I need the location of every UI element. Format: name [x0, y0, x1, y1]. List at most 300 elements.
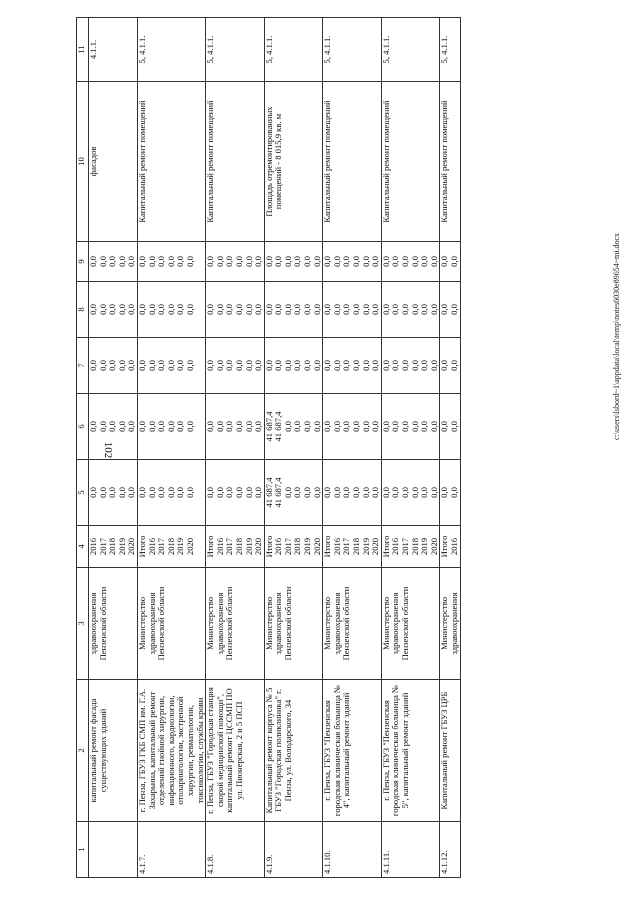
amount-value: 0,0	[311, 304, 322, 315]
amount-cell-c5	[206, 460, 265, 526]
amount-value: 0,0	[184, 304, 195, 315]
amount-value: 0,0	[428, 256, 439, 267]
row-number-cell: 4.1.9.	[264, 822, 323, 878]
year-value: Итого	[380, 535, 391, 558]
amount-value: 0,0	[156, 360, 167, 371]
amount-value: 0,0	[390, 487, 401, 498]
amount-cell-c6	[440, 394, 460, 460]
amount-value: 0,0	[341, 360, 352, 371]
amount-value: 0,0	[88, 421, 98, 432]
amount-cell-c9	[440, 242, 460, 282]
row-number-cell: 4.1.12.	[440, 822, 460, 878]
activity-name-cell: капитальный ремонт фасада существующих зданий	[89, 680, 138, 822]
amount-value: 41 687,4	[263, 477, 274, 508]
amount-value: 0,0	[184, 256, 195, 267]
result-cell: фасадов	[89, 82, 138, 242]
amount-value: 0,0	[448, 360, 459, 371]
year-value: 2016	[390, 537, 401, 556]
amount-cell-c5	[264, 460, 323, 526]
amount-value: 0,0	[214, 256, 225, 267]
amount-cell-c7	[264, 338, 323, 394]
amount-value: 0,0	[370, 304, 381, 315]
year-value: 2019	[175, 537, 186, 556]
result-cell: Капитальный ремонт помещений	[323, 82, 382, 242]
amount-value: 0,0	[439, 421, 450, 432]
amount-cell-c8	[323, 282, 382, 338]
amount-value: 0,0	[175, 304, 186, 315]
year-value: Итого	[136, 535, 147, 558]
amount-value: 0,0	[302, 360, 313, 371]
amount-value: 0,0	[448, 487, 459, 498]
amount-value: 0,0	[341, 256, 352, 267]
amount-value: 0,0	[370, 487, 381, 498]
reference-cell: 5, 4.1.1.	[264, 18, 323, 82]
amount-value: 0,0	[341, 487, 352, 498]
header-cell: 9	[77, 242, 89, 282]
amount-value: 0,0	[419, 421, 430, 432]
executor-cell: здравоохранения Пензенской области	[89, 568, 138, 680]
amount-value: 0,0	[136, 487, 147, 498]
reference-cell: 5, 4.1.1.	[137, 18, 205, 82]
amount-value: 0,0	[243, 304, 254, 315]
amount-value: 0,0	[331, 421, 342, 432]
year-value: 2019	[419, 537, 430, 556]
amount-value: 0,0	[351, 360, 362, 371]
amount-value: 0,0	[233, 360, 244, 371]
amount-value: 0,0	[165, 256, 176, 267]
amount-value: 0,0	[360, 421, 371, 432]
amount-cell-c8	[206, 282, 265, 338]
table-row	[89, 18, 138, 878]
amount-value: 0,0	[428, 304, 439, 315]
year-value: 2020	[253, 537, 264, 556]
amount-value: 0,0	[292, 256, 303, 267]
amount-value: 0,0	[351, 256, 362, 267]
amount-cell-c5	[440, 460, 460, 526]
header-cell: 6	[77, 394, 89, 460]
amount-value: 0,0	[243, 487, 254, 498]
amount-value: 0,0	[126, 304, 137, 315]
amount-value: 0,0	[400, 421, 410, 432]
amount-value: 0,0	[126, 360, 137, 371]
amount-value: 0,0	[165, 360, 176, 371]
amount-value: 0,0	[146, 421, 157, 432]
table-row	[323, 18, 382, 878]
amount-value: 0,0	[302, 256, 313, 267]
year-value: 2017	[282, 537, 293, 556]
table-row	[206, 18, 265, 878]
amount-value: 0,0	[146, 360, 157, 371]
amount-value: 0,0	[253, 487, 264, 498]
header-cell: 2	[77, 680, 89, 822]
amount-cell-c7	[137, 338, 205, 394]
amount-value: 0,0	[97, 304, 108, 315]
amount-value: 0,0	[253, 421, 264, 432]
amount-value: 41 687,4	[273, 477, 284, 508]
amount-value: 0,0	[428, 421, 439, 432]
amount-value: 0,0	[409, 360, 420, 371]
amount-value: 0,0	[448, 421, 459, 432]
result-cell: Капитальный ремонт помещений	[206, 82, 265, 242]
years-cell	[381, 526, 440, 568]
reference-cell: 5, 4.1.1.	[381, 18, 440, 82]
header-cell: 5	[77, 460, 89, 526]
year-value: 2020	[428, 537, 439, 556]
amount-value: 0,0	[205, 256, 216, 267]
year-value: 2017	[224, 537, 235, 556]
amount-value: 0,0	[282, 421, 293, 432]
amount-value: 0,0	[370, 256, 381, 267]
amount-cell-c7	[440, 338, 460, 394]
amount-cell-c9	[264, 242, 323, 282]
amount-value: 0,0	[136, 304, 147, 315]
amount-value: 0,0	[175, 256, 186, 267]
amount-value: 0,0	[165, 487, 176, 498]
amount-value: 0,0	[243, 360, 254, 371]
amount-value: 0,0	[233, 421, 244, 432]
amount-value: 0,0	[88, 360, 98, 371]
amount-cell-c9	[137, 242, 205, 282]
amount-value: 0,0	[224, 487, 235, 498]
year-value: 2019	[360, 537, 371, 556]
amount-value: 0,0	[146, 487, 157, 498]
amount-cell-c7	[323, 338, 382, 394]
amount-value: 0,0	[116, 487, 127, 498]
year-value: 2020	[370, 537, 381, 556]
amount-value: 0,0	[273, 360, 284, 371]
amount-value: 0,0	[136, 421, 147, 432]
table-row	[440, 18, 460, 878]
amount-value: 0,0	[400, 360, 410, 371]
amount-value: 0,0	[263, 360, 274, 371]
amount-value: 0,0	[214, 360, 225, 371]
amount-value: 0,0	[116, 421, 127, 432]
year-value: 2020	[126, 537, 137, 556]
reference-cell: 5, 4.1.1.	[206, 18, 265, 82]
amount-value: 0,0	[243, 256, 254, 267]
year-value: 2019	[302, 537, 313, 556]
amount-value: 0,0	[205, 360, 216, 371]
amount-value: 0,0	[351, 487, 362, 498]
year-value: 2018	[233, 537, 244, 556]
amount-cell-c7	[89, 338, 138, 394]
activity-name-cell: г. Пенза, ГБУЗ "Городская станция скорой медицинской помощи", капитальный ремонт ЦССМП ПО ул. Пионерская, 2 и 5 ПСП	[206, 680, 265, 822]
amount-cell-c6	[264, 394, 323, 460]
amount-value: 0,0	[97, 421, 108, 432]
row-number-cell	[89, 822, 138, 878]
result-cell: Капитальный ремонт помещений	[440, 82, 460, 242]
year-value: 2016	[448, 537, 459, 556]
amount-value: 0,0	[322, 304, 333, 315]
amount-value: 0,0	[273, 304, 284, 315]
year-value: Итого	[439, 535, 450, 558]
amount-value: 0,0	[331, 304, 342, 315]
amount-value: 0,0	[360, 360, 371, 371]
years-cell	[137, 526, 205, 568]
amount-value: 0,0	[360, 304, 371, 315]
amount-value: 0,0	[88, 256, 98, 267]
year-value: Итого	[205, 535, 216, 558]
amount-value: 0,0	[253, 256, 264, 267]
amount-value: 0,0	[419, 304, 430, 315]
amount-value: 0,0	[380, 360, 391, 371]
amount-value: 0,0	[107, 487, 118, 498]
amount-value: 0,0	[292, 304, 303, 315]
amount-cell-c8	[440, 282, 460, 338]
amount-value: 0,0	[311, 256, 322, 267]
amount-cell-c5	[323, 460, 382, 526]
amount-value: 0,0	[380, 256, 391, 267]
amount-value: 0,0	[136, 360, 147, 371]
amount-value: 0,0	[233, 256, 244, 267]
year-value: 2018	[409, 537, 420, 556]
amount-value: 0,0	[136, 256, 147, 267]
amount-value: 0,0	[448, 256, 459, 267]
amount-value: 0,0	[341, 421, 352, 432]
year-value: 2020	[311, 537, 322, 556]
amount-cell-c6	[206, 394, 265, 460]
amount-value: 0,0	[156, 487, 167, 498]
amount-value: 0,0	[331, 360, 342, 371]
amount-value: 0,0	[126, 421, 137, 432]
year-value: 2016	[331, 537, 342, 556]
amount-value: 0,0	[390, 360, 401, 371]
executor-cell: Министерство здравоохранения Пензенской области	[137, 568, 205, 680]
year-value: 2016	[88, 537, 98, 556]
amount-value: 0,0	[116, 304, 127, 315]
year-value: 2018	[107, 537, 118, 556]
page-number: 102	[102, 441, 114, 459]
year-value: Итого	[263, 535, 274, 558]
amount-cell-c8	[89, 282, 138, 338]
amount-value: 0,0	[292, 360, 303, 371]
amount-cell-c6	[323, 394, 382, 460]
year-value: 2018	[292, 537, 303, 556]
amount-value: 0,0	[253, 360, 264, 371]
amount-cell-c6	[137, 394, 205, 460]
amount-value: 0,0	[439, 304, 450, 315]
amount-value: 0,0	[253, 304, 264, 315]
result-cell: Капитальный ремонт помещений	[381, 82, 440, 242]
program-table	[76, 17, 461, 878]
amount-value: 0,0	[390, 421, 401, 432]
amount-cell-c6	[381, 394, 440, 460]
amount-value: 0,0	[214, 421, 225, 432]
row-number-cell: 4.1.10.	[323, 822, 382, 878]
year-value: 2016	[273, 537, 284, 556]
amount-value: 0,0	[165, 421, 176, 432]
amount-value: 0,0	[360, 256, 371, 267]
amount-value: 0,0	[292, 421, 303, 432]
amount-value: 0,0	[88, 487, 98, 498]
amount-value: 0,0	[107, 421, 118, 432]
amount-value: 0,0	[282, 304, 293, 315]
amount-value: 0,0	[97, 487, 108, 498]
amount-value: 0,0	[400, 256, 410, 267]
amount-cell-c5	[137, 460, 205, 526]
rotated-table-container	[76, 18, 622, 878]
header-row	[77, 18, 89, 878]
amount-value: 0,0	[205, 421, 216, 432]
amount-value: 0,0	[184, 421, 195, 432]
activity-name-cell: г. Пенза, ГБУЗ ГКБ СМП им. Г.А. Захарьина, капитальный ремонт отделений гнойной хирургии, инфекционного, кардиологии, отоларингологии, экстренной хирургии, ревматологии, токсикологии, службы крови	[137, 680, 205, 822]
activity-name-cell: Капитальный ремонт корпуса № 5 ГБУЗ "Городская поликлиника" г. Пенза, ул. Володарского, 34	[264, 680, 323, 822]
amount-value: 0,0	[126, 256, 137, 267]
header-cell: 3	[77, 568, 89, 680]
amount-value: 0,0	[282, 360, 293, 371]
amount-value: 0,0	[322, 421, 333, 432]
amount-value: 0,0	[233, 304, 244, 315]
year-value: Итого	[322, 535, 333, 558]
amount-value: 0,0	[107, 304, 118, 315]
amount-value: 0,0	[331, 256, 342, 267]
amount-value: 0,0	[175, 421, 186, 432]
years-cell	[206, 526, 265, 568]
years-cell	[323, 526, 382, 568]
amount-value: 0,0	[88, 304, 98, 315]
header-cell: 4	[77, 526, 89, 568]
amount-value: 0,0	[302, 421, 313, 432]
footer-file-path: c:\users\lsbord~1\appdata\local\temp\notes6030e89654~mi.docx	[612, 232, 621, 440]
amount-value: 0,0	[224, 304, 235, 315]
amount-value: 0,0	[156, 421, 167, 432]
amount-value: 41 687,4	[263, 411, 274, 442]
amount-value: 0,0	[448, 304, 459, 315]
table-body	[77, 18, 461, 878]
row-number-cell: 4.1.11.	[381, 822, 440, 878]
amount-cell-c8	[137, 282, 205, 338]
amount-value: 0,0	[184, 360, 195, 371]
amount-cell-c6	[89, 394, 138, 460]
amount-value: 0,0	[428, 360, 439, 371]
year-value: 2017	[156, 537, 167, 556]
amount-value: 0,0	[224, 360, 235, 371]
amount-value: 0,0	[97, 360, 108, 371]
amount-value: 0,0	[380, 487, 391, 498]
amount-value: 0,0	[97, 256, 108, 267]
amount-value: 0,0	[224, 256, 235, 267]
amount-value: 0,0	[116, 360, 127, 371]
executor-cell: Министерство здравоохранения Пензенской области	[264, 568, 323, 680]
amount-value: 0,0	[205, 487, 216, 498]
amount-value: 0,0	[156, 256, 167, 267]
amount-value: 0,0	[165, 304, 176, 315]
result-cell: Площадь отремонтированных помещений - 8 015,9 кв. м	[264, 82, 323, 242]
reference-cell: 5, 4.1.1.	[323, 18, 382, 82]
amount-value: 0,0	[116, 256, 127, 267]
amount-value: 0,0	[439, 360, 450, 371]
amount-value: 0,0	[390, 304, 401, 315]
executor-cell: Министерство здравоохранения Пензенской области	[323, 568, 382, 680]
amount-value: 0,0	[292, 487, 303, 498]
header-cell: 8	[77, 282, 89, 338]
header-cell: 11	[77, 18, 89, 82]
amount-value: 0,0	[351, 421, 362, 432]
amount-value: 0,0	[370, 360, 381, 371]
header-cell: 1	[77, 822, 89, 878]
amount-value: 0,0	[380, 304, 391, 315]
amount-cell-c9	[323, 242, 382, 282]
row-number-cell: 4.1.8.	[206, 822, 265, 878]
amount-value: 0,0	[400, 304, 410, 315]
amount-value: 0,0	[273, 256, 284, 267]
amount-value: 0,0	[146, 256, 157, 267]
amount-value: 41 687,4	[273, 411, 284, 442]
amount-cell-c9	[89, 242, 138, 282]
result-cell: Капитальный ремонт помещений	[137, 82, 205, 242]
amount-cell-c7	[381, 338, 440, 394]
amount-value: 0,0	[156, 304, 167, 315]
executor-cell: Министерство здравоохранения Пензенской области	[381, 568, 440, 680]
year-value: 2017	[341, 537, 352, 556]
year-value: 2016	[214, 537, 225, 556]
amount-value: 0,0	[419, 487, 430, 498]
amount-value: 0,0	[282, 487, 293, 498]
amount-value: 0,0	[233, 487, 244, 498]
amount-value: 0,0	[175, 487, 186, 498]
row-number-cell: 4.1.7.	[137, 822, 205, 878]
executor-cell: Министерство здравоохранения	[440, 568, 460, 680]
amount-value: 0,0	[311, 360, 322, 371]
amount-value: 0,0	[311, 421, 322, 432]
amount-cell-c8	[381, 282, 440, 338]
amount-value: 0,0	[428, 487, 439, 498]
table-row	[264, 18, 323, 878]
amount-value: 0,0	[322, 487, 333, 498]
years-cell	[440, 526, 460, 568]
amount-value: 0,0	[419, 360, 430, 371]
years-cell	[89, 526, 138, 568]
year-value: 2019	[243, 537, 254, 556]
amount-value: 0,0	[390, 256, 401, 267]
amount-value: 0,0	[419, 256, 430, 267]
amount-value: 0,0	[146, 304, 157, 315]
amount-value: 0,0	[439, 256, 450, 267]
year-value: 2020	[184, 537, 195, 556]
amount-cell-c5	[381, 460, 440, 526]
reference-cell: 4.1.1.	[89, 18, 138, 82]
year-value: 2019	[116, 537, 127, 556]
year-value: 2016	[146, 537, 157, 556]
amount-value: 0,0	[370, 421, 381, 432]
activity-name-cell: г. Пенза, ГБУЗ "Пензенская городская клиническая больница № 4", капитальный ремонт зданий	[323, 680, 382, 822]
amount-value: 0,0	[282, 256, 293, 267]
amount-value: 0,0	[184, 487, 195, 498]
amount-value: 0,0	[263, 256, 274, 267]
amount-cell-c8	[264, 282, 323, 338]
amount-value: 0,0	[107, 256, 118, 267]
header-cell: 10	[77, 82, 89, 242]
amount-value: 0,0	[107, 360, 118, 371]
amount-value: 0,0	[409, 304, 420, 315]
year-value: 2017	[400, 537, 410, 556]
amount-value: 0,0	[311, 487, 322, 498]
amount-value: 0,0	[409, 421, 420, 432]
amount-cell-c9	[381, 242, 440, 282]
table-row	[137, 18, 205, 878]
year-value: 2017	[97, 537, 108, 556]
amount-value: 0,0	[360, 487, 371, 498]
amount-value: 0,0	[400, 487, 410, 498]
year-value: 2018	[165, 537, 176, 556]
amount-value: 0,0	[175, 360, 186, 371]
header-cell: 7	[77, 338, 89, 394]
amount-value: 0,0	[214, 487, 225, 498]
amount-value: 0,0	[126, 487, 137, 498]
year-value: 2018	[351, 537, 362, 556]
amount-cell-c7	[206, 338, 265, 394]
amount-value: 0,0	[214, 304, 225, 315]
